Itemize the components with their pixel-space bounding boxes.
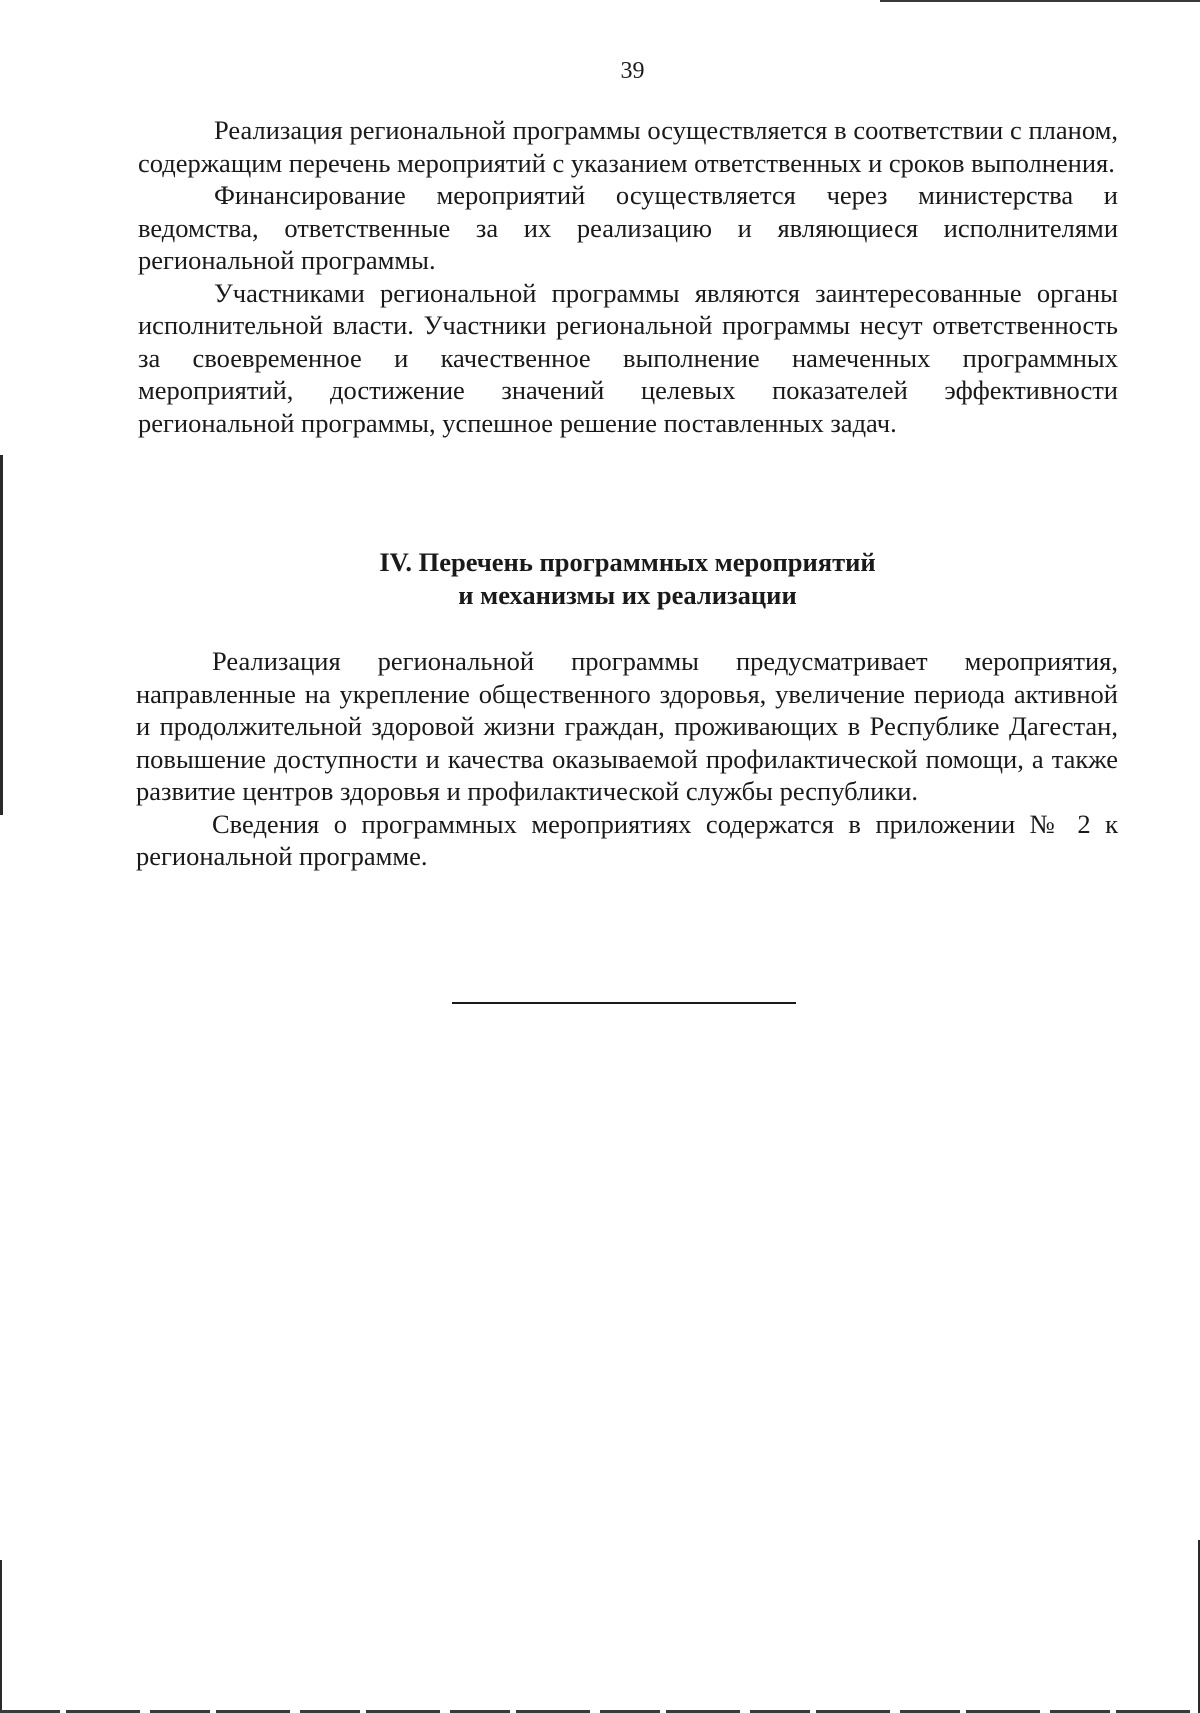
body-section-1 xyxy=(138,114,1118,439)
section-heading-line-1: IV. Перечень программных мероприятий xyxy=(379,547,876,577)
paragraph-measures: Реализация региональной программы предусматривает мероприятия, направленные на укрепление общественного здоровья, увеличение периода активной и продолжительной здоровой жизни граждан, проживающих в Республике Дагестан, повышение доступности и качества оказываемой профилактической помощи, а также развитие центров здоровья и профилактической службы республики. xyxy=(136,646,1118,806)
paragraph-implementation: Реализация региональной программы осуществляется в соответствии с планом, содержащим перечень мероприятий с указанием ответственных и сроков выполнения. xyxy=(138,115,1118,178)
paragraph-appendix-reference: Сведения о программных мероприятиях содержатся в приложении № 2 к региональной программе. xyxy=(136,808,1118,871)
paragraph-participants: Участниками региональной программы являются заинтересованные органы исполнительной власти. Участники региональной программы несут ответственность за своевременное и качественное выполнение намеченных программных мероприятий, достижение значений целевых показателей эффективности региональной программы, успешное решение поставленных задач. xyxy=(138,277,1118,438)
section-heading xyxy=(0,546,1200,612)
paragraph-financing: Финансирование мероприятий осуществляется через министерства и ведомства, ответственные за их реализацию и являющиеся исполнителями региональной программы. xyxy=(138,180,1118,275)
body-section-2 xyxy=(136,645,1118,873)
end-divider-line xyxy=(452,1002,796,1004)
page-number: 39 xyxy=(620,58,645,84)
scan-artifact-left-bottom xyxy=(0,1560,2,1713)
section-heading-line-2: и механизмы их реализации xyxy=(458,580,797,610)
scan-artifact-left xyxy=(0,455,3,815)
scan-artifact-top xyxy=(880,0,1200,2)
